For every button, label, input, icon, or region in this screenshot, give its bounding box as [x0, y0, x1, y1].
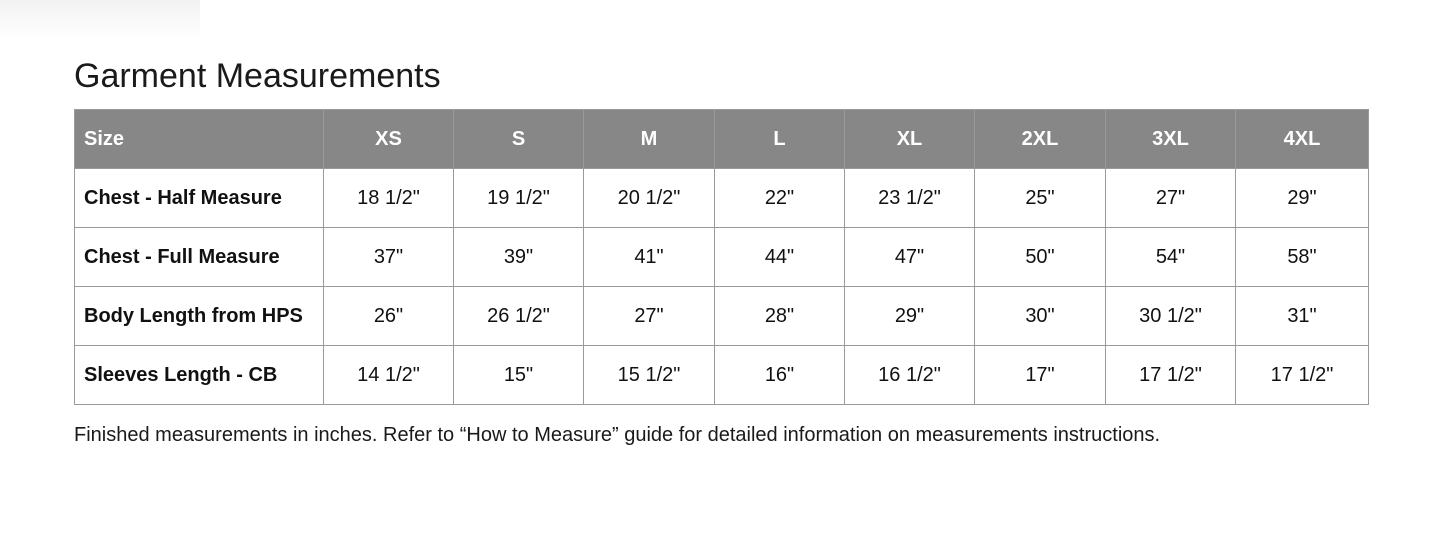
table-body [75, 169, 1369, 405]
header-size-2xl: 2XL [975, 110, 1106, 169]
row-label: Body Length from HPS [75, 287, 324, 346]
footnote: Finished measurements in inches. Refer to “How to Measure” guide for detailed information on measurements instructions. [74, 424, 1161, 446]
header-size-l: L [715, 110, 845, 169]
header-size-m: M [584, 110, 715, 169]
table-cell: 26 1/2" [454, 287, 584, 346]
table-cell: 18 1/2" [324, 169, 454, 228]
table-cell: 37" [324, 228, 454, 287]
table-cell: 26" [324, 287, 454, 346]
table-row-chest-full [75, 228, 1369, 287]
header-row [75, 110, 1369, 169]
table-cell: 16 1/2" [845, 346, 975, 405]
table-cell: 15" [454, 346, 584, 405]
table-cell: 41" [584, 228, 715, 287]
table-cell: 29" [845, 287, 975, 346]
table-cell: 16" [715, 346, 845, 405]
table-cell: 22" [715, 169, 845, 228]
table-cell: 17" [975, 346, 1106, 405]
table-cell: 30 1/2" [1106, 287, 1236, 346]
table-cell: 19 1/2" [454, 169, 584, 228]
row-label: Chest - Half Measure [75, 169, 324, 228]
measurements-table [74, 109, 1369, 405]
table-cell: 28" [715, 287, 845, 346]
header-size-label: Size [75, 110, 324, 169]
table-cell: 23 1/2" [845, 169, 975, 228]
header-size-s: S [454, 110, 584, 169]
table-cell: 31" [1236, 287, 1369, 346]
table-header [75, 110, 1369, 169]
header-size-4xl: 4XL [1236, 110, 1369, 169]
table-cell: 39" [454, 228, 584, 287]
table-cell: 58" [1236, 228, 1369, 287]
table-cell: 47" [845, 228, 975, 287]
corner-shade [0, 0, 200, 40]
table-row-chest-half [75, 169, 1369, 228]
header-size-xl: XL [845, 110, 975, 169]
table-cell: 15 1/2" [584, 346, 715, 405]
table-cell: 17 1/2" [1106, 346, 1236, 405]
table-row-body-length [75, 287, 1369, 346]
table-cell: 29" [1236, 169, 1369, 228]
table-cell: 27" [584, 287, 715, 346]
page-title: Garment Measurements [74, 57, 441, 95]
table-cell: 14 1/2" [324, 346, 454, 405]
table-cell: 50" [975, 228, 1106, 287]
row-label: Sleeves Length - CB [75, 346, 324, 405]
table-cell: 17 1/2" [1236, 346, 1369, 405]
table-cell: 54" [1106, 228, 1236, 287]
table-cell: 25" [975, 169, 1106, 228]
row-label: Chest - Full Measure [75, 228, 324, 287]
table-cell: 20 1/2" [584, 169, 715, 228]
table-row-sleeves-length [75, 346, 1369, 405]
table-cell: 27" [1106, 169, 1236, 228]
header-size-xs: XS [324, 110, 454, 169]
table-cell: 44" [715, 228, 845, 287]
table-cell: 30" [975, 287, 1106, 346]
header-size-3xl: 3XL [1106, 110, 1236, 169]
